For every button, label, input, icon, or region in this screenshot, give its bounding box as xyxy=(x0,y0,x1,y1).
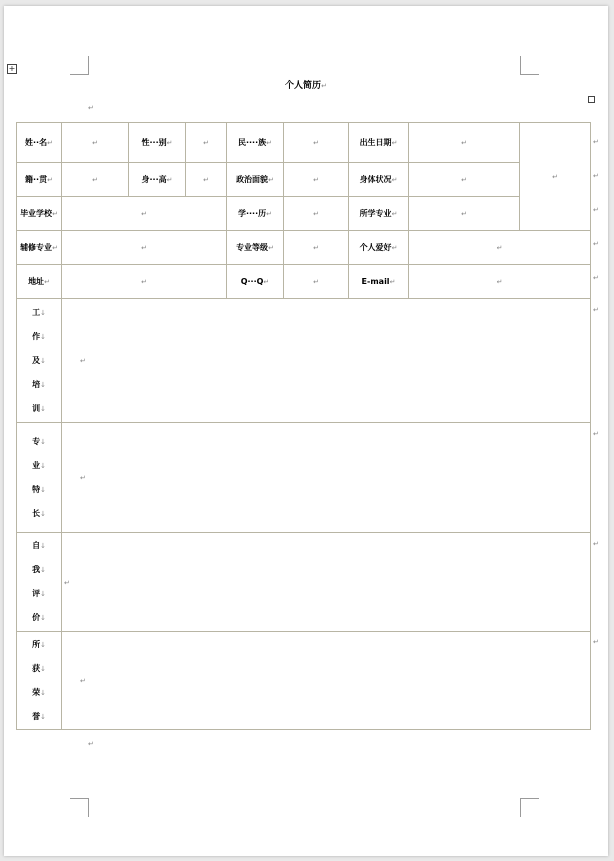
line-break-mark-icon: ↓ xyxy=(40,542,46,550)
cell-label-text xyxy=(32,325,46,349)
row-end-mark-icon: ↵ xyxy=(593,240,599,248)
input-cell-birthdate[interactable] xyxy=(409,123,520,163)
cell-label-text: 民····族 xyxy=(237,138,267,147)
label-cell-professional-level xyxy=(227,231,284,265)
cell-label-text: 业 xyxy=(32,460,41,470)
cell-label-text: 身···高 xyxy=(141,175,167,184)
vertical-label xyxy=(17,301,61,421)
paragraph-mark-icon: ↵ xyxy=(496,278,503,286)
line-break-mark-icon: ↓ xyxy=(40,566,46,574)
input-cell-professional-level[interactable] xyxy=(284,231,349,265)
paragraph-mark-icon: ↵ xyxy=(80,677,86,685)
cell-label-text: 身体状况 xyxy=(359,175,392,184)
paragraph-mark-icon: ↵ xyxy=(52,210,58,218)
label-cell-ethnicity xyxy=(227,123,284,163)
input-cell-email[interactable] xyxy=(409,265,591,299)
line-break-mark-icon: ↓ xyxy=(40,461,46,470)
paragraph-mark-icon: ↵ xyxy=(166,139,173,147)
row-end-mark-icon: ↵ xyxy=(593,306,599,314)
line-break-mark-icon: ↓ xyxy=(40,380,46,389)
input-cell-major[interactable] xyxy=(409,197,520,231)
cell-label-text xyxy=(32,657,46,681)
vertical-label xyxy=(17,534,61,630)
label-cell-gender xyxy=(129,123,186,163)
input-cell-minor[interactable] xyxy=(62,231,227,265)
input-cell-hobbies[interactable] xyxy=(409,231,591,265)
cell-label-text: 毕业学校 xyxy=(20,209,53,218)
input-cell-health[interactable] xyxy=(409,163,520,197)
line-break-mark-icon: ↓ xyxy=(40,356,46,365)
paragraph-mark-icon: ↵ xyxy=(391,210,398,218)
label-cell-minor xyxy=(17,231,62,265)
paragraph-mark-icon: ↵ xyxy=(141,278,147,286)
paragraph-mark-icon: ↵ xyxy=(266,210,273,218)
cell-label-text: 训 xyxy=(32,403,41,413)
paragraph-mark-icon: ↵ xyxy=(203,139,209,147)
cell-label-text: 学····历 xyxy=(237,209,267,218)
paragraph-mark-icon: ↵ xyxy=(203,176,209,184)
document-title[interactable] xyxy=(4,78,608,91)
cell-label-text: 我 xyxy=(32,565,41,574)
paragraph-mark-icon: ↵ xyxy=(313,210,319,218)
paragraph-mark-icon: ↵ xyxy=(391,176,398,184)
cell-label-text: 长 xyxy=(32,508,41,518)
crop-mark-bottom-left xyxy=(70,798,89,817)
section-label-honors xyxy=(17,632,62,730)
paragraph-mark-icon: ↵ xyxy=(47,139,53,147)
label-cell-name xyxy=(17,123,62,163)
paragraph-mark-icon: ↵ xyxy=(313,139,319,147)
row-end-mark-icon: ↵ xyxy=(593,172,599,180)
paragraph-mark-icon: ↵ xyxy=(313,176,319,184)
label-cell-school xyxy=(17,197,62,231)
label-cell-native-place xyxy=(17,163,62,197)
resume-table xyxy=(16,122,591,730)
paragraph-mark-icon: ↵ xyxy=(80,357,86,365)
cell-label-text xyxy=(32,373,46,397)
cell-label-text: 荣 xyxy=(32,687,41,697)
cell-label-text xyxy=(32,430,46,454)
line-break-mark-icon: ↓ xyxy=(40,712,46,721)
cell-label-text: 姓··名 xyxy=(25,138,48,147)
cell-label-text: 作 xyxy=(32,331,41,341)
document-page xyxy=(4,6,608,856)
cell-label-text xyxy=(32,582,46,606)
section-label-self-evaluation xyxy=(17,533,62,632)
paragraph-mark-icon: ↵ xyxy=(141,244,147,252)
cell-label-text xyxy=(32,681,46,705)
input-cell-native-place[interactable] xyxy=(62,163,129,197)
input-cell-height[interactable] xyxy=(186,163,227,197)
cell-label-text: 自 xyxy=(32,541,41,550)
cell-label-text: E-mail xyxy=(361,277,390,286)
label-cell-education xyxy=(227,197,284,231)
row-end-mark-icon: ↵ xyxy=(593,138,599,146)
vertical-label xyxy=(17,633,61,729)
line-break-mark-icon: ↓ xyxy=(40,688,46,697)
row-end-mark-icon: ↵ xyxy=(593,638,599,646)
line-break-mark-icon: ↓ xyxy=(40,614,46,622)
input-cell-name[interactable] xyxy=(62,123,129,163)
paragraph-mark-icon: ↵ xyxy=(268,244,274,252)
paragraph-mark-icon: ↵ xyxy=(321,82,327,90)
cell-label-text: 所 xyxy=(32,639,41,649)
cell-label-text xyxy=(32,606,46,630)
row-end-mark-icon: ↵ xyxy=(593,206,599,214)
cell-label-text: 专 xyxy=(32,436,41,446)
label-cell-height xyxy=(129,163,186,197)
cell-label-text xyxy=(32,397,46,421)
title-text: 个人简历 xyxy=(285,81,322,91)
line-break-mark-icon: ↓ xyxy=(40,590,46,598)
label-cell-hobbies xyxy=(349,231,409,265)
line-break-mark-icon: ↓ xyxy=(40,404,46,413)
cell-label-text xyxy=(32,558,46,582)
cell-label-text: 工 xyxy=(32,307,41,317)
paragraph-mark-icon: ↵ xyxy=(64,578,70,587)
cell-label-text: 培 xyxy=(32,379,41,389)
label-cell-email xyxy=(349,265,409,299)
cell-label-text: 籍··贯 xyxy=(25,175,48,184)
table-resize-handle-icon[interactable] xyxy=(588,96,595,103)
line-break-mark-icon: ↓ xyxy=(40,437,46,446)
input-cell-ethnicity[interactable] xyxy=(284,123,349,163)
paragraph-mark-icon: ↵ xyxy=(141,210,147,218)
cell-label-text: 个人爱好 xyxy=(359,243,392,252)
label-cell-address xyxy=(17,265,62,299)
crop-mark-top-right xyxy=(520,56,539,75)
label-cell-health xyxy=(349,163,409,197)
label-cell-major xyxy=(349,197,409,231)
cell-label-text xyxy=(32,454,46,478)
cell-label-text: 及 xyxy=(32,355,41,365)
paragraph-mark-icon: ↵ xyxy=(44,278,50,286)
photo-cell[interactable] xyxy=(520,123,591,231)
line-break-mark-icon: ↓ xyxy=(40,664,46,673)
input-cell-school[interactable] xyxy=(62,197,227,231)
paragraph-mark-icon: ↵ xyxy=(92,139,98,147)
cell-label-text: 性···别 xyxy=(141,138,167,147)
cell-label-text xyxy=(32,301,46,325)
section-label-specialties xyxy=(17,423,62,533)
paragraph-mark-icon: ↵ xyxy=(88,104,94,112)
cell-label-text: 专业等级 xyxy=(236,243,269,252)
paragraph-mark-icon: ↵ xyxy=(461,210,467,218)
cell-label-text: 地址 xyxy=(28,277,45,286)
paragraph-mark-icon: ↵ xyxy=(313,244,319,252)
section-content-self-evaluation[interactable] xyxy=(62,533,591,632)
paragraph-mark-icon: ↵ xyxy=(88,740,94,748)
paragraph-mark-icon: ↵ xyxy=(52,244,58,252)
paragraph-mark-icon: ↵ xyxy=(47,176,53,184)
input-cell-political-status[interactable] xyxy=(284,163,349,197)
cell-label-text: 出生日期 xyxy=(359,138,392,147)
row-end-mark-icon: ↵ xyxy=(593,540,599,548)
vertical-label xyxy=(17,430,61,526)
table-move-handle-icon[interactable]: + xyxy=(8,64,16,73)
input-cell-address[interactable] xyxy=(62,265,227,299)
section-content-honors[interactable] xyxy=(62,632,591,730)
line-break-mark-icon: ↓ xyxy=(40,332,46,341)
paragraph-mark-icon: ↵ xyxy=(496,244,503,252)
line-break-mark-icon: ↓ xyxy=(40,640,46,649)
paragraph-mark-icon: ↵ xyxy=(389,278,396,286)
input-cell-qq[interactable] xyxy=(284,265,349,299)
paragraph-mark-icon: ↵ xyxy=(92,176,98,184)
cell-label-text xyxy=(32,534,46,558)
cell-label-text xyxy=(32,633,46,657)
label-cell-qq xyxy=(227,265,284,299)
cell-label-text: 特 xyxy=(32,484,41,494)
row-end-mark-icon: ↵ xyxy=(593,274,599,282)
cell-label-text: 誉 xyxy=(32,711,41,721)
crop-mark-bottom-right xyxy=(520,798,539,817)
paragraph-mark-icon: ↵ xyxy=(391,139,398,147)
line-break-mark-icon: ↓ xyxy=(40,509,46,518)
paragraph-mark-icon: ↵ xyxy=(552,173,558,181)
cell-label-text xyxy=(32,705,46,729)
paragraph-mark-icon: ↵ xyxy=(80,474,86,482)
line-break-mark-icon: ↓ xyxy=(40,308,46,317)
section-content-specialties[interactable] xyxy=(62,423,591,533)
paragraph-mark-icon: ↵ xyxy=(266,139,273,147)
line-break-mark-icon: ↓ xyxy=(40,485,46,494)
label-cell-birthdate xyxy=(349,123,409,163)
paragraph-mark-icon: ↵ xyxy=(166,176,173,184)
row-end-mark-icon: ↵ xyxy=(593,430,599,438)
section-label-work-training xyxy=(17,299,62,423)
cell-label-text xyxy=(32,478,46,502)
crop-mark-top-left xyxy=(70,56,89,75)
cell-label-text: 价 xyxy=(32,613,41,622)
cell-label-text: Q···Q xyxy=(240,277,264,286)
cell-label-text: 辅修专业 xyxy=(20,243,53,252)
paragraph-mark-icon: ↵ xyxy=(461,139,467,147)
paragraph-mark-icon: ↵ xyxy=(391,244,398,252)
cell-label-text: 获 xyxy=(32,663,41,673)
cell-label-text xyxy=(32,349,46,373)
paragraph-mark-icon: ↵ xyxy=(313,278,319,286)
input-cell-gender[interactable] xyxy=(186,123,227,163)
paragraph-mark-icon: ↵ xyxy=(263,278,270,286)
section-content-work-training[interactable] xyxy=(62,299,591,423)
cell-label-text: 政治面貌 xyxy=(236,175,269,184)
paragraph-mark-icon: ↵ xyxy=(268,176,274,184)
cell-label-text xyxy=(32,502,46,526)
paragraph-mark-icon: ↵ xyxy=(461,176,467,184)
cell-label-text: 所学专业 xyxy=(359,209,392,218)
cell-label-text: 评 xyxy=(32,589,41,598)
input-cell-education[interactable] xyxy=(284,197,349,231)
label-cell-political-status xyxy=(227,163,284,197)
